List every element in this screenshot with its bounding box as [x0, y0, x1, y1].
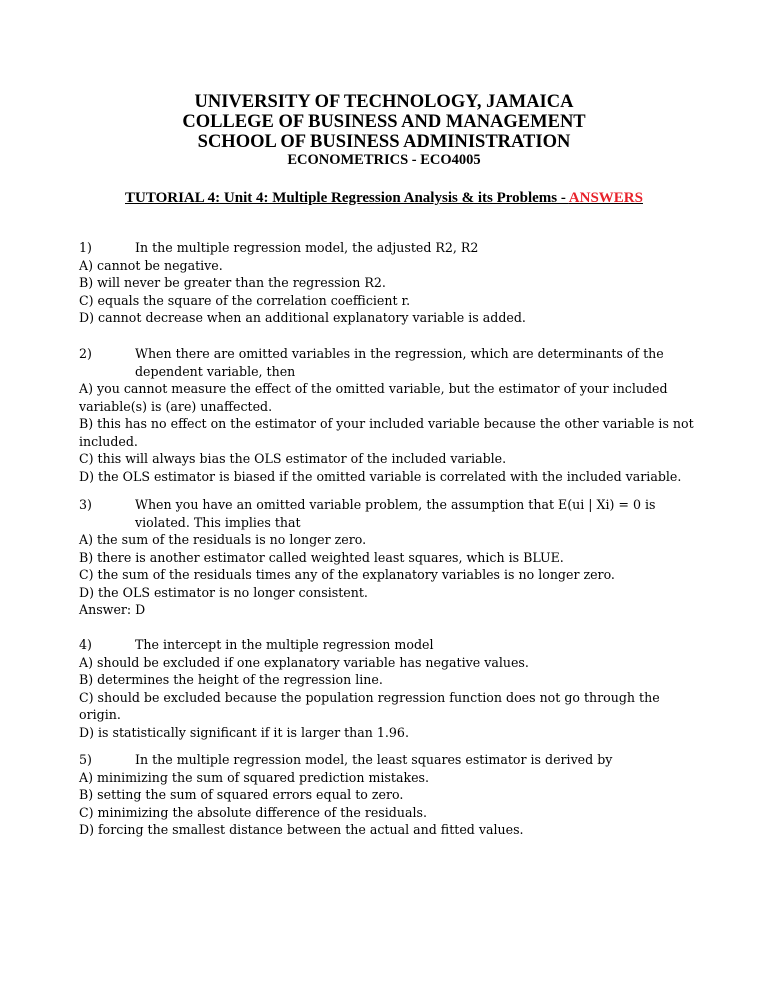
option-c: C) the sum of the residuals times any of the explanatory variables is no longer zero.	[79, 567, 615, 582]
option-a: A) the sum of the residuals is no longer zero.	[79, 532, 367, 547]
school-name: SCHOOL OF BUSINESS ADMINISTRATION	[197, 132, 571, 152]
option-b: B) setting the sum of squared errors equal to zero.	[79, 787, 404, 802]
option-a: A) cannot be negative.	[79, 257, 223, 273]
option-a: A) minimizing the sum of squared prediction mistakes.	[79, 769, 430, 785]
answers-label: ANSWERS	[568, 190, 643, 206]
question-1	[79, 239, 699, 327]
tutorial-title	[0, 190, 768, 207]
option-a: A) you cannot measure the effect of the omitted variable, but the estimator of your included variable(s) is (are) unaffected.	[79, 381, 668, 414]
option-c: C) equals the square of the correlation coefficient r.	[79, 292, 411, 308]
question-stem: In the multiple regression model, the least squares estimator is derived by	[135, 752, 613, 767]
question-number: 5)	[79, 752, 92, 767]
question-stem: When you have an omitted variable problem, the assumption that E(ui | Xi) = 0 is violated. This implies that	[135, 497, 656, 530]
option-b: B) will never be greater than the regression R2.	[79, 275, 386, 290]
option-c: C) minimizing the absolute difference of the residuals.	[79, 804, 427, 820]
question-stem: The intercept in the multiple regression model	[135, 637, 434, 652]
college-name: COLLEGE OF BUSINESS AND MANAGEMENT	[182, 112, 586, 132]
option-d: D) the OLS estimator is biased if the omitted variable is correlated with the included variable.	[79, 468, 682, 484]
question-number: 4)	[79, 637, 92, 652]
question-number: 3)	[79, 497, 92, 512]
question-3	[79, 496, 699, 619]
option-b: B) there is another estimator called weighted least squares, which is BLUE.	[79, 549, 564, 565]
option-d: D) is statistically significant if it is larger than 1.96.	[79, 724, 409, 740]
university-name: UNIVERSITY OF TECHNOLOGY, JAMAICA	[194, 92, 574, 112]
option-c: C) should be excluded because the population regression function does not go through the origin.	[79, 689, 660, 722]
option-d: D) the OLS estimator is no longer consistent.	[79, 584, 368, 600]
option-d: D) cannot decrease when an additional explanatory variable is added.	[79, 310, 526, 325]
tutorial-title-text: TUTORIAL 4: Unit 4: Multiple Regression Analysis & its Problems -	[125, 190, 569, 206]
option-b: B) determines the height of the regression line.	[79, 672, 383, 687]
option-b: B) this has no effect on the estimator of your included variable because the other variable is not included.	[79, 416, 694, 449]
question-stem: When there are omitted variables in the regression, which are determinants of the dependent variable, then	[135, 346, 664, 379]
answer-line: Answer: D	[79, 602, 146, 617]
option-c: C) this will always bias the OLS estimator of the included variable.	[79, 451, 507, 466]
question-4	[79, 636, 699, 741]
option-a: A) should be excluded if one explanatory variable has negative values.	[79, 654, 529, 670]
question-2	[79, 345, 699, 485]
course-title: ECONOMETRICS - ECO4005	[287, 152, 481, 168]
question-stem: In the multiple regression model, the adjusted R2, R2	[135, 240, 479, 255]
option-d: D) forcing the smallest distance between the actual and fitted values.	[79, 822, 524, 837]
question-number: 2)	[79, 346, 92, 361]
question-number: 1)	[79, 240, 92, 255]
question-5	[79, 751, 699, 839]
